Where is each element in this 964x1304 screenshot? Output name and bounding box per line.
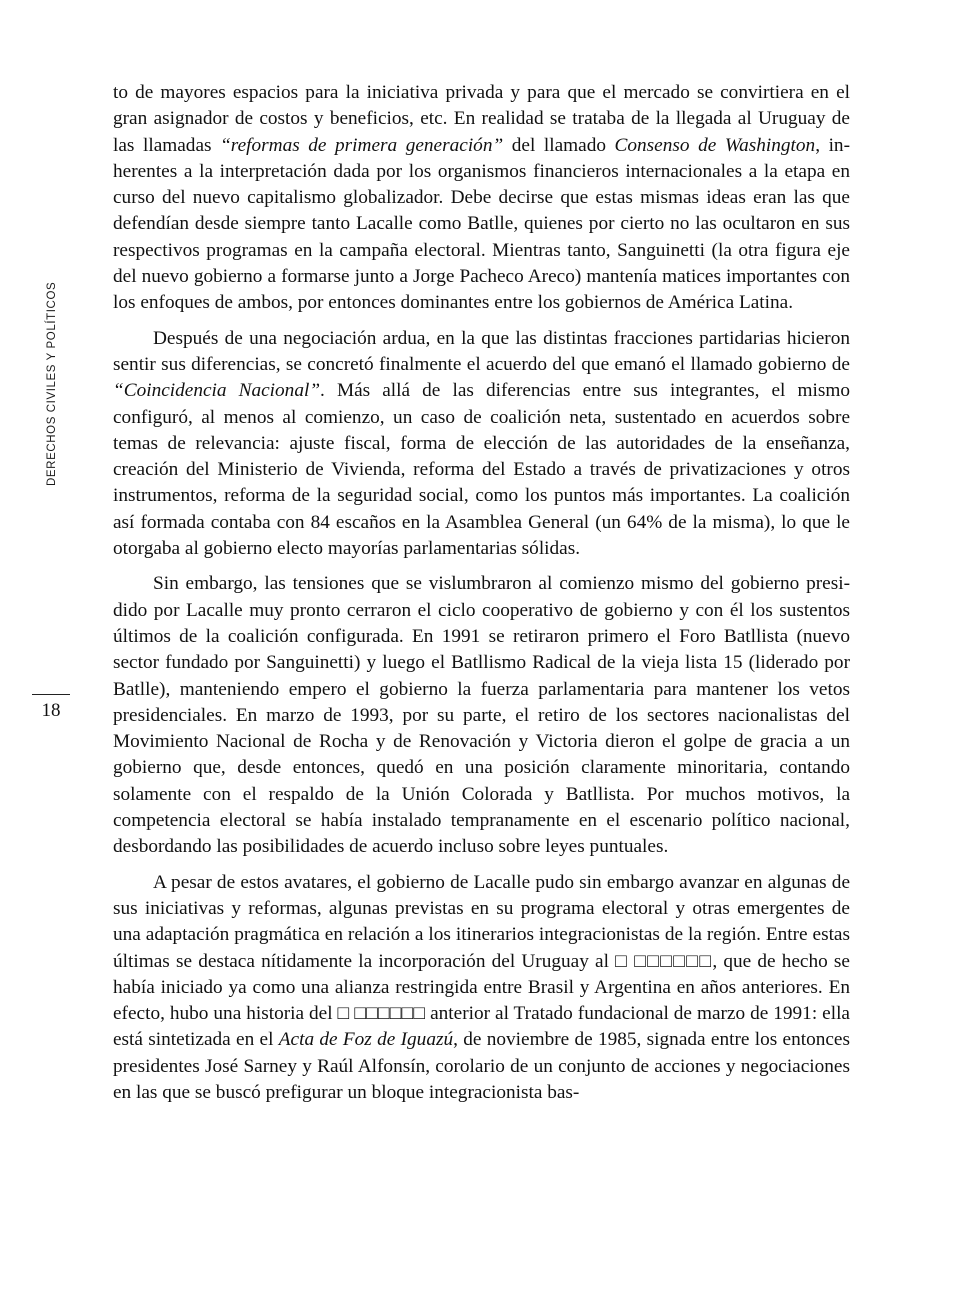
text-run: , inherentes a la interpretación dada por los organismos financieros internacionales a la etapa en curso del nuevo capitalismo globalizador. Debe decirse que estas mismas ideas eran las que defendían desde siempre tanto Lacalle como Batlle, quienes por cierto no las ocultaron en sus respectivos programas en la campaña electoral. Mientras tanto, Sanguinetti (la otra figura eje del nuevo gobierno a formarse junto a Jorge Pacheco Areco) mantenía matices importantes con los enfoques de ambos, por entonces dominantes entre los gobiernos de América Latina. bbox=[113, 134, 850, 314]
page-number-rule bbox=[32, 694, 70, 695]
text-run: del llamado bbox=[503, 134, 615, 156]
paragraph-4 bbox=[113, 870, 850, 1107]
text-run: Después de una negociación ardua, en la que las distintas fracciones partidarias hicieron sentir sus diferencias, se concretó finalmente el acuerdo del que emanó el llamado gobierno de bbox=[113, 327, 850, 375]
paragraph-3 bbox=[113, 571, 850, 860]
text-run: to de mayores espacios para la iniciativa privada y para que el mercado se convirtiera en el gran asignador de costos y beneficios, etc. En realidad se trataba de la llegada al Uruguay de las llamadas bbox=[113, 82, 850, 156]
italic-text-run: Consenso de Washington bbox=[614, 134, 816, 156]
italic-text-run: Acta de Foz de Iguazú bbox=[278, 1029, 454, 1051]
text-run: . Más allá de las diferencias entre sus integrantes, el mismo configuró, al menos al comienzo, un caso de coalición neta, sustentado en acuerdos sobre temas de relevancia: ajuste fiscal, forma de elección de las autoridades de la enseñanza, creación del Ministerio de Vivienda, reforma del Estado a través de privatizaciones y otros instrumentos, reforma de la seguridad social, como los puntos más importantes. La coalición así formada contaba con 84 escaños en la Asamblea General (un 64% de la misma), lo que le otorgaba al gobierno electo mayorías parlamentarias sólidas. bbox=[113, 380, 850, 560]
paragraph-1 bbox=[113, 80, 850, 317]
page-number: 18 bbox=[41, 700, 61, 721]
text-run: , de noviembre de 1985, signada entre los entonces presidentes José Sarney y Raúl Alfonsín, corolario de un conjunto de acciones y negociaciones en las que se buscó prefigurar un bloque integracionista bas- bbox=[113, 1029, 850, 1103]
italic-text-run: “reformas de primera generación” bbox=[220, 134, 504, 156]
paragraph-2 bbox=[113, 326, 850, 563]
text-run: Sin embargo, las tensiones que se vislumbraron al comienzo mismo del gobierno presidido por Lacalle muy pronto cerraron el ciclo cooperativo de gobierno y con él los sustentos últimos de la coalición configurada. En 1991 se retiraron primero el Foro Batllista (nuevo sector fundado por Sanguinetti) y luego el Batllismo Radical de la vieja lista 15 (liderado por Batlle), manteniendo empero el gobierno la fuerza parlamentaria para mantener los vetos presidenciales. En marzo de 1993, por su parte, el retiro de los sectores nacionalistas del Movimiento Nacional de Rocha y de Renovación y Victoria dieron el golpe de gracia a un gobierno que, desde entonces, quedó en una posición claramente minoritaria, contando solamente con el respaldo de la Unión Colorada y Batllista. Por muchos motivos, la competencia electoral se había instalado tempranamente en el escenario político nacional, desbordando las posibilidades de acuerdo incluso sobre leyes puntuales. bbox=[113, 573, 850, 858]
body-text bbox=[113, 80, 850, 1115]
italic-text-run: “Coincidencia Nacional” bbox=[113, 380, 321, 402]
text-run: A pesar de estos avatares, el gobierno de Lacalle pudo sin embargo avanzar en algunas de sus iniciativas y reformas, algunas previstas en su programa electoral y otras emergentes de una adaptación pragmática en relación a los itinerarios integracionistas de la región. Entre estas últimas se destaca nítidamente la incorporación del Uruguay al □ □□□□□□, que de hecho se había iniciado ya como una alianza restringida entre Brasil y Argentina en años anteriores. En efecto, hubo una historia del □ □□□□□□ anterior al Tratado fundacional de marzo de 1991: ella está sintetizada en el bbox=[113, 871, 850, 1051]
running-head-side-label: DERECHOS CIVILES Y POLÍTICOS bbox=[46, 281, 58, 486]
